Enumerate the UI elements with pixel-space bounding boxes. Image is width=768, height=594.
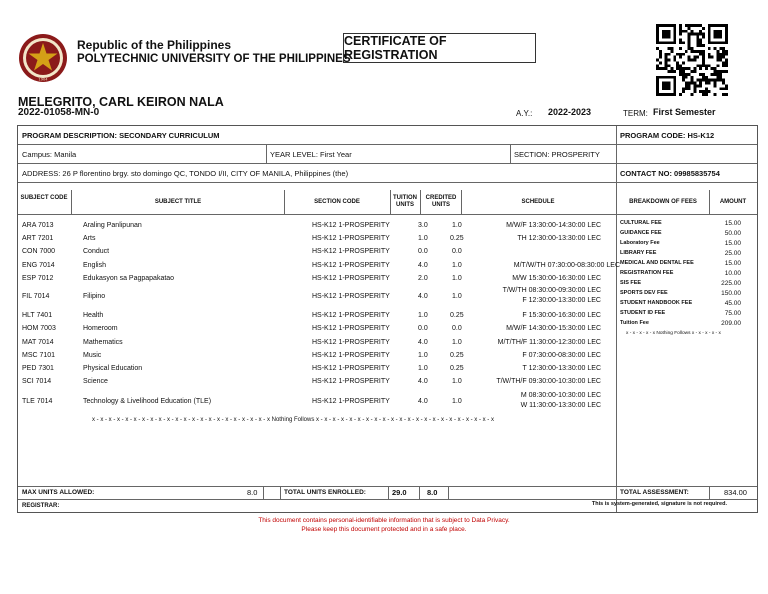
total-assessment-value: 834.00 xyxy=(724,488,747,497)
subject-title: Conduct xyxy=(83,248,110,255)
header-fees: BREAKDOWN OF FEES xyxy=(629,199,697,205)
subject-title: Science xyxy=(83,378,108,385)
address: ADDRESS: 26 P florentino brgy. sto domingo QC, TONDO I/II, CITY OF MANILA, Philippines (the) xyxy=(22,169,349,178)
header-subject-code: SUBJECT CODE xyxy=(20,195,68,201)
subject-code: ART 7201 xyxy=(22,235,54,242)
subject-title: Music xyxy=(83,352,102,359)
section-code: HS-K12 1-PROSPERITY xyxy=(312,378,390,385)
ay-value: 2022-2023 xyxy=(548,107,592,117)
fee-name: Tuition Fee xyxy=(620,320,649,326)
total-assessment-label: TOTAL ASSESSMENT: xyxy=(620,489,689,496)
total-credited-units: 8.0 xyxy=(427,488,438,497)
section-code: HS-K12 1-PROSPERITY xyxy=(312,398,390,405)
section-code: HS-K12 1-PROSPERITY xyxy=(312,312,390,319)
tuition-units: 4.0 xyxy=(418,262,428,269)
tuition-units: 4.0 xyxy=(418,293,428,300)
schedule: T/W/TH 08:30:00-09:30:00 LEC xyxy=(502,287,601,294)
ay-label: A.Y.: xyxy=(516,109,533,118)
fee-name: REGISTRATION FEE xyxy=(620,270,674,276)
subject-title: Araling Panlipunan xyxy=(83,222,142,229)
subject-code: SCI 7014 xyxy=(22,378,52,385)
credited-units: 1.0 xyxy=(452,222,462,229)
section-code: HS-K12 1-PROSPERITY xyxy=(312,222,390,229)
subject-title: Technology & Livelihood Education (TLE) xyxy=(83,398,212,405)
subject-code: HLT 7401 xyxy=(22,312,53,319)
subject-title: Arts xyxy=(83,235,96,242)
subject-code: CON 7000 xyxy=(22,248,56,255)
tuition-units: 4.0 xyxy=(418,339,428,346)
subject-code: PED 7301 xyxy=(22,365,54,372)
header-tuition-units: TUITION UNITS xyxy=(393,195,417,208)
program-code: PROGRAM CODE: HS-K12 xyxy=(620,131,715,140)
subject-code: TLE 7014 xyxy=(22,398,53,405)
term-value: First Semester xyxy=(653,107,716,117)
system-generated-note: This is system-generated, signature is not required. xyxy=(591,501,727,507)
fees-nothing-follows: x - x - x - x - x Nothing Follows x - x - x - x - x xyxy=(626,331,721,336)
tuition-units: 4.0 xyxy=(418,398,428,405)
term-label: TERM: xyxy=(623,109,648,118)
credited-units: 0.25 xyxy=(450,352,464,359)
registrar-label: REGISTRAR: xyxy=(22,503,60,509)
student-id: 2022-01058-MN-0 xyxy=(18,107,100,118)
schedule: M 08:30:00-10:30:00 LEC xyxy=(520,392,601,399)
subject-code: FIL 7014 xyxy=(22,293,50,300)
student-name: MELEGRITO, CARL KEIRON NALA xyxy=(18,95,224,109)
header-schedule: SCHEDULE xyxy=(521,199,555,205)
credited-units: 1.0 xyxy=(452,262,462,269)
privacy-notice-line-2: Please keep this document protected and in a safe place. xyxy=(301,526,467,533)
subject-title: Filipino xyxy=(83,293,106,300)
republic-heading: Republic of the Philippines xyxy=(77,38,232,52)
fee-amount: 50.00 xyxy=(724,230,741,237)
header-section-code: SECTION CODE xyxy=(314,199,360,205)
total-tuition-units: 29.0 xyxy=(392,488,407,497)
section-code: HS-K12 1-PROSPERITY xyxy=(312,325,390,332)
tuition-units: 1.0 xyxy=(418,365,428,372)
schedule: M/W/F 13:30:00-14:30:00 LEC xyxy=(506,222,601,229)
header-subject-title: SUBJECT TITLE xyxy=(154,199,202,205)
schedule: T 12:30:00-13:30:00 LEC xyxy=(522,365,601,372)
fee-amount: 15.00 xyxy=(724,220,741,227)
fee-amount: 25.00 xyxy=(724,250,741,257)
header-amount: AMOUNT xyxy=(719,199,747,205)
schedule: M/W 15:30:00-16:30:00 LEC xyxy=(512,275,601,282)
tuition-units: 0.0 xyxy=(418,248,428,255)
fee-name: CULTURAL FEE xyxy=(620,220,662,226)
total-units-label: TOTAL UNITS ENROLLED: xyxy=(284,489,366,496)
credited-units: 0.25 xyxy=(450,235,464,242)
subject-title: English xyxy=(83,262,106,269)
privacy-notice-line-1: This document contains personal-identifiable information that is subject to Data Privacy. xyxy=(258,517,510,524)
fee-amount: 15.00 xyxy=(724,240,741,247)
subject-code: ESP 7012 xyxy=(22,275,54,282)
schedule: M/T/TH/F 11:30:00-12:30:00 LEC xyxy=(497,339,601,346)
section-code: HS-K12 1-PROSPERITY xyxy=(312,365,390,372)
university-name: POLYTECHNIC UNIVERSITY OF THE PHILIPPINES xyxy=(77,53,351,65)
credited-units: 0.0 xyxy=(452,248,462,255)
credited-units: 0.0 xyxy=(452,325,462,332)
subject-code: MAT 7014 xyxy=(22,339,54,346)
subject-code: ARA 7013 xyxy=(22,222,54,229)
fee-name: LIBRARY FEE xyxy=(620,250,657,256)
fee-amount: 15.00 xyxy=(724,260,741,267)
fee-name: SIS FEE xyxy=(620,280,642,286)
section-code: HS-K12 1-PROSPERITY xyxy=(312,275,390,282)
credited-units: 1.0 xyxy=(452,398,462,405)
header-credited-units: CREDITED UNITS xyxy=(425,195,457,208)
section-code: HS-K12 1-PROSPERITY xyxy=(312,235,390,242)
credited-units: 1.0 xyxy=(452,275,462,282)
subject-title: Health xyxy=(83,312,104,319)
tuition-units: 4.0 xyxy=(418,378,428,385)
year-level: YEAR LEVEL: First Year xyxy=(270,150,352,159)
tuition-units: 1.0 xyxy=(418,352,428,359)
section-name: SECTION: PROSPERITY xyxy=(514,150,600,159)
schedule: M/T/W/TH 07:30:00-08:30:00 LEC xyxy=(513,262,620,269)
fee-amount: 225.00 xyxy=(721,280,741,287)
section-code: HS-K12 1-PROSPERITY xyxy=(312,339,390,346)
fee-amount: 10.00 xyxy=(724,270,741,277)
seal-text: 1904 xyxy=(38,77,48,82)
section-code: HS-K12 1-PROSPERITY xyxy=(312,293,390,300)
tuition-units: 1.0 xyxy=(418,235,428,242)
section-code: HS-K12 1-PROSPERITY xyxy=(312,262,390,269)
fee-amount: 150.00 xyxy=(721,290,741,297)
subject-code: MSC 7101 xyxy=(22,352,56,359)
fee-amount: 75.00 xyxy=(724,310,741,317)
max-units-label: MAX UNITS ALLOWED: xyxy=(22,489,95,496)
section-code: HS-K12 1-PROSPERITY xyxy=(312,352,390,359)
university-seal-logo xyxy=(18,33,68,83)
tuition-units: 0.0 xyxy=(418,325,428,332)
fee-name: Laboratory Fee xyxy=(620,240,660,246)
subject-code: ENG 7014 xyxy=(22,262,55,269)
tuition-units: 1.0 xyxy=(418,312,428,319)
schedule: W 11:30:00-13:30:00 LEC xyxy=(520,402,601,409)
credited-units: 1.0 xyxy=(452,293,462,300)
credited-units: 1.0 xyxy=(452,378,462,385)
schedule: F 07:30:00-08:30:00 LEC xyxy=(522,352,601,359)
schedule: M/W/F 14:30:00-15:30:00 LEC xyxy=(506,325,601,332)
subject-title: Physical Education xyxy=(83,365,143,372)
schedule: F 12:30:00-13:30:00 LEC xyxy=(522,297,601,304)
fee-amount: 209.00 xyxy=(721,320,741,327)
subject-title: Mathematics xyxy=(83,339,123,346)
subject-title: Homeroom xyxy=(83,325,118,332)
program-description: PROGRAM DESCRIPTION: SECONDARY CURRICULUM xyxy=(22,131,220,140)
schedule: TH 12:30:00-13:30:00 LEC xyxy=(517,235,601,242)
max-units-value: 8.0 xyxy=(247,488,258,497)
subject-code: HOM 7003 xyxy=(22,325,56,332)
fee-name: MEDICAL AND DENTAL FEE xyxy=(620,260,694,266)
subjects-nothing-follows: x - x - x - x - x - x - x - x - x - x - x - x - x - x - x - x - x - x - x - x - x - x Nothing Follows x - x - x - x - x - x - x - x - x - x - x - x - x - x - x - x - x - x - x - x - x - x xyxy=(92,417,494,423)
fee-name: STUDENT ID FEE xyxy=(620,310,666,316)
tuition-units: 2.0 xyxy=(418,275,428,282)
credited-units: 0.25 xyxy=(450,312,464,319)
qr-code xyxy=(656,24,728,96)
contact-number: CONTACT NO: 09985835754 xyxy=(620,169,720,178)
tuition-units: 3.0 xyxy=(418,222,428,229)
credited-units: 0.25 xyxy=(450,365,464,372)
schedule: T/W/TH/F 09:30:00-10:30:00 LEC xyxy=(496,378,601,385)
section-code: HS-K12 1-PROSPERITY xyxy=(312,248,390,255)
schedule: F 15:30:00-16:30:00 LEC xyxy=(522,312,601,319)
campus: Campus: Manila xyxy=(22,150,77,159)
fee-name: GUIDANCE FEE xyxy=(620,230,662,236)
document-title: CERTIFICATE OF REGISTRATION xyxy=(343,33,536,63)
fee-name: SPORTS DEV FEE xyxy=(620,290,668,296)
subject-title: Edukasyon sa Pagpapakatao xyxy=(83,275,175,282)
fee-name: STUDENT HANDBOOK FEE xyxy=(620,300,693,306)
fee-amount: 45.00 xyxy=(724,300,741,307)
credited-units: 1.0 xyxy=(452,339,462,346)
registration-table xyxy=(17,125,758,513)
